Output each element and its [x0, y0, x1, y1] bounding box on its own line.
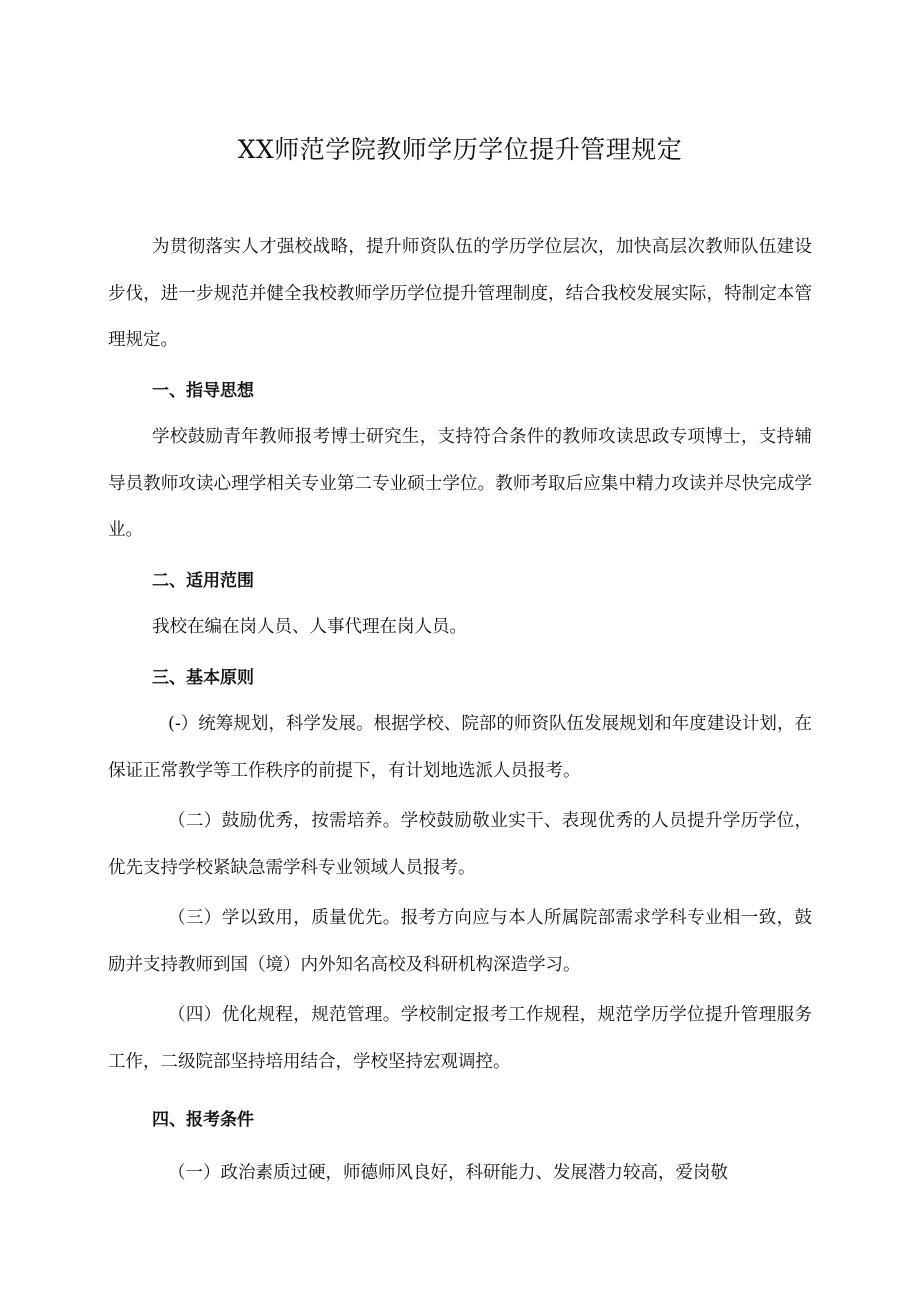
section-heading-principles: 三、基本原则 [152, 667, 254, 688]
principle-paragraph-1: (-）统筹规划，科学发展。根据学校、院部的师资队伍发展规划和年度建设计划，在保证正常教学等工作秩序的前提下，有计划地选派人员报考。 [108, 714, 812, 781]
document-title: XX师范学院教师学历学位提升管理规定 [237, 135, 683, 164]
conditions-paragraph-1: （一）政治素质过硬，师德师风良好，科研能力、发展潜力较高，爱岗敬 [168, 1162, 728, 1183]
scope-paragraph: 我校在编在岗人员、人事代理在岗人员。 [152, 617, 467, 637]
principle-paragraph-2: （二）鼓励优秀，按需培养。学校鼓励敬业实干、表现优秀的人员提升学历学位，优先支持学校紧缺急需学科专业领域人员报考。 [108, 811, 812, 878]
document-body [108, 224, 812, 1196]
intro-paragraph: 为贯彻落实人才强校战略，提升师资队伍的学历学位层次，加快高层次教师队伍建设步伐，进一步规范并健全我校教师学历学位提升管理制度，结合我校发展实际，特制定本管理规定。 [108, 237, 812, 350]
section-heading-scope: 二、适用范围 [152, 570, 254, 591]
principle-paragraph-3: （三）学以致用，质量优先。报考方向应与本人所属院部需求学科专业相一致，鼓励并支持教师到国（境）内外知名高校及科研机构深造学习。 [108, 908, 812, 975]
guiding-ideology-paragraph: 学校鼓励青年教师报考博士研究生，支持符合条件的教师攻读思政专项博士，支持辅导员教师攻读心理学相关专业第二专业硕士学位。教师考取后应集中精力攻读并尽快完成学业。 [108, 427, 812, 540]
section-heading-guiding-ideology: 一、指导思想 [152, 380, 254, 401]
section-heading-conditions: 四、报考条件 [152, 1110, 254, 1130]
principle-paragraph-4: （四）优化规程，规范管理。学校制定报考工作规程，规范学历学位提升管理服务工作，二级院部坚持培用结合，学校坚持宏观调控。 [108, 1005, 812, 1072]
